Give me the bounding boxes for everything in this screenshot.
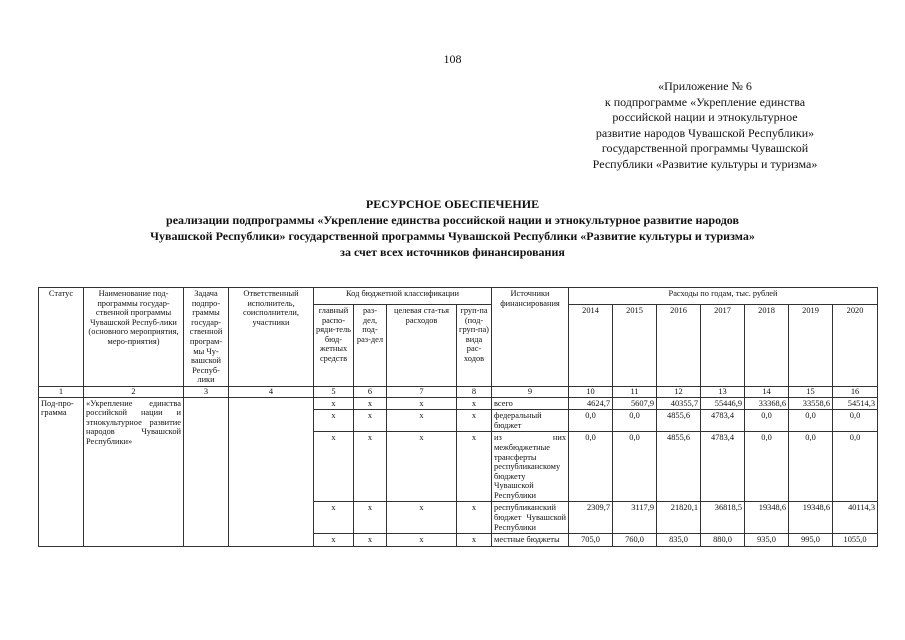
- appendix-line: российской нации и этнокультурное: [612, 110, 798, 124]
- column-number: 11: [613, 386, 657, 397]
- value-cell: 995,0: [789, 534, 833, 547]
- value-cell: 0,0: [745, 410, 789, 432]
- column-number-row: [39, 386, 878, 397]
- value-cell: 0,0: [745, 432, 789, 502]
- code-cell: х: [457, 397, 492, 410]
- column-number: 13: [701, 386, 745, 397]
- source-cell: федеральный бюджет: [492, 410, 569, 432]
- value-cell: 54514,3: [833, 397, 878, 410]
- value-cell: 2309,7: [569, 502, 613, 534]
- value-cell: 0,0: [613, 432, 657, 502]
- code-cell: х: [354, 502, 387, 534]
- code-cell: х: [387, 502, 457, 534]
- value-cell: 0,0: [613, 410, 657, 432]
- header-year: 2016: [657, 305, 701, 387]
- appendix-note: [560, 79, 850, 172]
- header-main-manager: главный распо-ряди-тель бюд-жетных средств: [314, 305, 354, 387]
- code-cell: х: [387, 397, 457, 410]
- column-number: 3: [184, 386, 229, 397]
- title-line: за счет всех источников финансирования: [340, 245, 565, 259]
- header-task: Задача подпро-граммы государ-ственной програм-мы Чу-вашской Респуб-лики: [184, 288, 229, 387]
- header-name: Наименование под-программы государ-ственной программы Чувашской Респуб-лики (основного мероприятия, меро-приятия): [84, 288, 184, 387]
- code-cell: х: [354, 410, 387, 432]
- header-year: 2019: [789, 305, 833, 387]
- header-year: 2020: [833, 305, 878, 387]
- header-expenses: Расходы по годам, тыс. рублей: [569, 288, 878, 305]
- code-cell: х: [354, 432, 387, 502]
- title-line: реализации подпрограммы «Укрепление единства российской нации и этнокультурное развитие народов: [166, 213, 739, 227]
- value-cell: 33368,6: [745, 397, 789, 410]
- column-number: 6: [354, 386, 387, 397]
- appendix-line: государственной программы Чувашской: [601, 141, 809, 155]
- status-cell: Под-про-грамма: [39, 397, 84, 546]
- task-cell: [184, 397, 229, 546]
- header-sources: Источники финансирования: [492, 288, 569, 387]
- source-cell: из них межбюджетные трансферты республиканскому бюджету Чувашской Республики: [492, 432, 569, 502]
- source-cell: республиканский бюджет Чувашской Республики: [492, 502, 569, 534]
- column-number: 2: [84, 386, 184, 397]
- code-cell: х: [457, 432, 492, 502]
- value-cell: 835,0: [657, 534, 701, 547]
- header-target-article: целевая ста-тья расходов: [387, 305, 457, 387]
- code-cell: х: [387, 432, 457, 502]
- code-cell: х: [314, 502, 354, 534]
- column-number: 9: [492, 386, 569, 397]
- value-cell: 0,0: [833, 410, 878, 432]
- value-cell: 0,0: [789, 410, 833, 432]
- appendix-line: «Приложение № 6: [658, 79, 752, 93]
- value-cell: 19348,6: [745, 502, 789, 534]
- value-cell: 4783,4: [701, 432, 745, 502]
- code-cell: х: [387, 410, 457, 432]
- code-cell: х: [314, 534, 354, 547]
- resource-table: [38, 287, 878, 547]
- column-number: 14: [745, 386, 789, 397]
- value-cell: 0,0: [789, 432, 833, 502]
- header-row: [39, 288, 878, 305]
- value-cell: 4855,6: [657, 410, 701, 432]
- value-cell: 0,0: [569, 432, 613, 502]
- column-number: 8: [457, 386, 492, 397]
- appendix-line: Республики «Развитие культуры и туризма»: [592, 156, 818, 171]
- source-cell: всего: [492, 397, 569, 410]
- value-cell: 19348,6: [789, 502, 833, 534]
- value-cell: 3117,9: [613, 502, 657, 534]
- code-cell: х: [457, 534, 492, 547]
- source-cell: местные бюджеты: [492, 534, 569, 547]
- title-line: РЕСУРСНОЕ ОБЕСПЕЧЕНИЕ: [365, 197, 540, 211]
- document-title: [40, 196, 865, 260]
- value-cell: 5607,9: [613, 397, 657, 410]
- value-cell: 55446,9: [701, 397, 745, 410]
- value-cell: 0,0: [833, 432, 878, 502]
- value-cell: 4783,4: [701, 410, 745, 432]
- header-year: 2014: [569, 305, 613, 387]
- header-section: раз-дел, под-раз-дел: [354, 305, 387, 387]
- column-number: 12: [657, 386, 701, 397]
- value-cell: 40355,7: [657, 397, 701, 410]
- appendix-line: развитие народов Чувашской Республики»: [595, 125, 815, 140]
- code-cell: х: [314, 432, 354, 502]
- code-cell: х: [314, 397, 354, 410]
- executor-cell: [229, 397, 314, 546]
- value-cell: 935,0: [745, 534, 789, 547]
- code-cell: х: [387, 534, 457, 547]
- header-expense-group: груп-па (под-груп-па) вида рас-ходов: [457, 305, 492, 387]
- code-cell: х: [457, 502, 492, 534]
- column-number: 15: [789, 386, 833, 397]
- value-cell: 4624,7: [569, 397, 613, 410]
- header-status: Статус: [39, 288, 84, 387]
- value-cell: 21820,1: [657, 502, 701, 534]
- subprogram-name-cell: «Укрепление единства российской нации и этнокультурное развитие народов Чувашской Республики»: [84, 397, 184, 546]
- column-number: 1: [39, 386, 84, 397]
- header-budget-code: Код бюджетной классификации: [314, 288, 492, 305]
- code-cell: х: [354, 397, 387, 410]
- title-line: Чувашской Республики» государственной программы Чувашской Республики «Развитие культуры и туризма»: [150, 229, 755, 243]
- page-number: 108: [443, 52, 462, 66]
- column-number: 5: [314, 386, 354, 397]
- header-year: 2018: [745, 305, 789, 387]
- column-number: 7: [387, 386, 457, 397]
- code-cell: х: [354, 534, 387, 547]
- value-cell: 760,0: [613, 534, 657, 547]
- value-cell: 705,0: [569, 534, 613, 547]
- value-cell: 880,0: [701, 534, 745, 547]
- appendix-line: к подпрограмме «Укрепление единства: [604, 94, 806, 109]
- table-row: [39, 397, 878, 410]
- column-number: 16: [833, 386, 878, 397]
- column-number: 10: [569, 386, 613, 397]
- column-number: 4: [229, 386, 314, 397]
- header-executor: Ответственный исполнитель, соисполнители, участники: [229, 288, 314, 387]
- code-cell: х: [457, 410, 492, 432]
- value-cell: 36818,5: [701, 502, 745, 534]
- value-cell: 33558,6: [789, 397, 833, 410]
- header-year: 2015: [613, 305, 657, 387]
- value-cell: 0,0: [569, 410, 613, 432]
- value-cell: 40114,3: [833, 502, 878, 534]
- value-cell: 1055,0: [833, 534, 878, 547]
- code-cell: х: [314, 410, 354, 432]
- value-cell: 4855,6: [657, 432, 701, 502]
- header-year: 2017: [701, 305, 745, 387]
